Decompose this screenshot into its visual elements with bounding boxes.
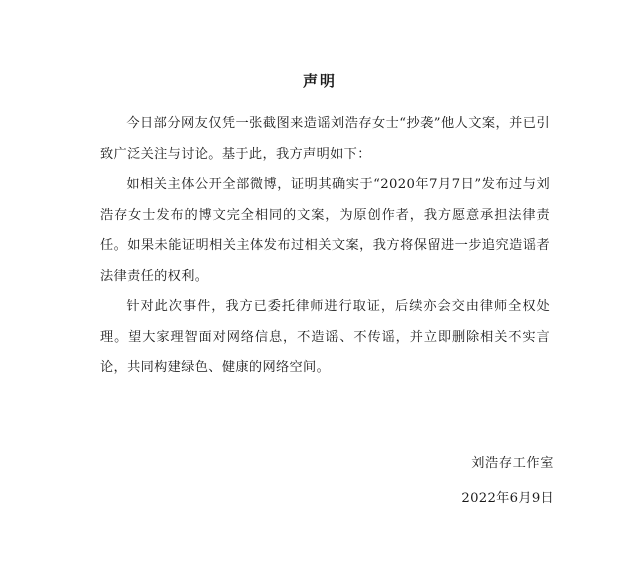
paragraph-intro: 今日部分网友仅凭一张截图来造谣刘浩存女士“抄袭”他人文案，并已引致广泛关注与讨论。基于此，我方声明如下：: [100, 116, 550, 162]
signature-date: 2022年6月9日: [461, 491, 554, 506]
paragraph-claim: 如相关主体公开全部微博，证明其确实于“2020年7月7日”发布过与刘浩存女士发布的博文完全相同的文案，为原创作者，我方愿意承担法律责任。如果未能证明相关主体发布过相关文案，我方将保留进一步追究造谣者法律责任的权利。: [100, 177, 550, 284]
paragraph-action: 针对此次事件，我方已委托律师进行取证，后续亦会交由律师全权处理。望大家理智面对网络信息，不造谣、不传谣，并立即删除相关不实言论，共同构建绿色、健康的网络空间。: [100, 299, 550, 375]
document-title: 声明: [302, 72, 337, 90]
document-body: [100, 109, 550, 384]
signer-name: 刘浩存工作室: [471, 456, 554, 471]
